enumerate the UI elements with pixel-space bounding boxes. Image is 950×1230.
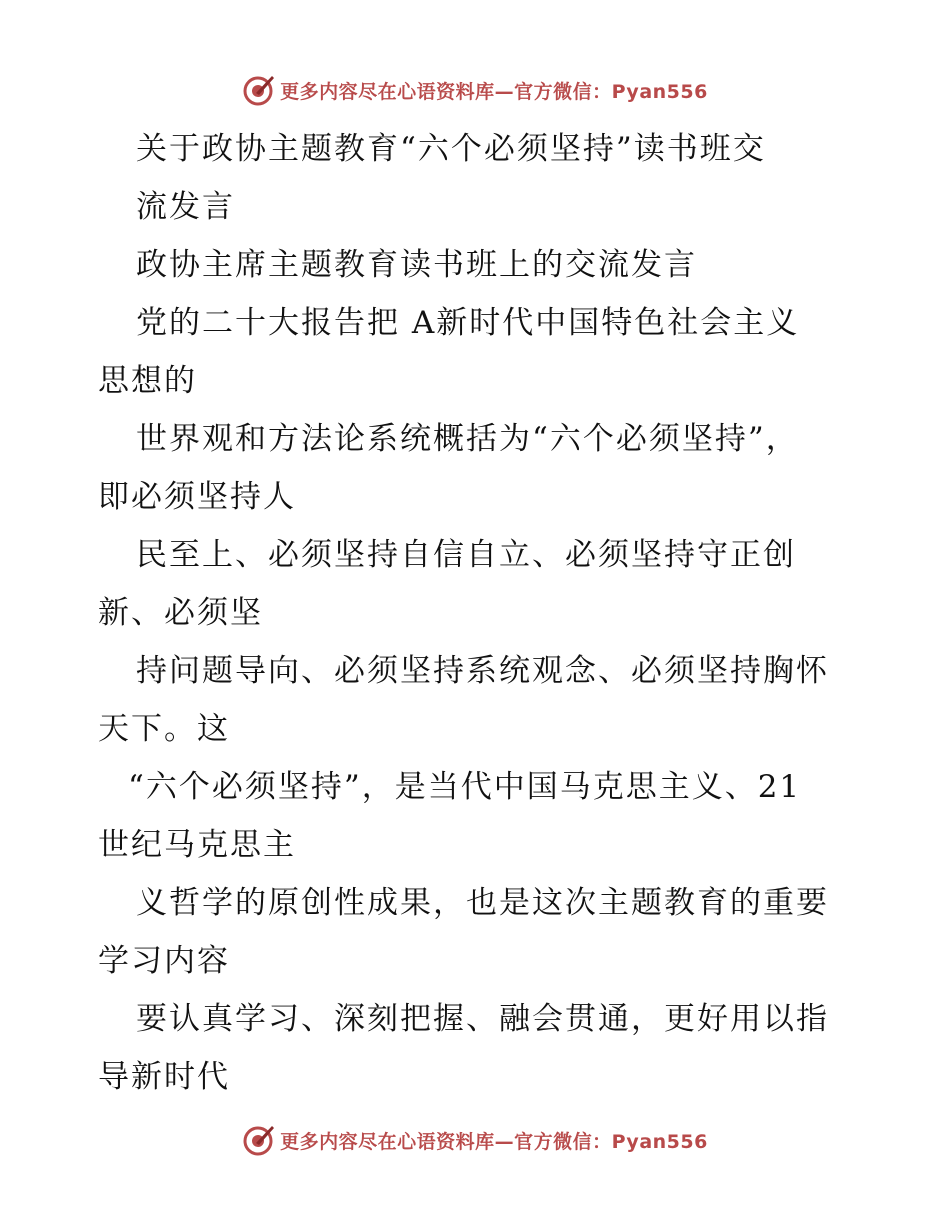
text-line: 导新时代 [98, 1059, 230, 1095]
text-line: 世纪马克思主 [98, 827, 296, 863]
text-line: 党的二十大报告把 A新时代中国特色社会主义 [136, 305, 800, 341]
footer-banner [0, 1120, 950, 1160]
text-line: 要认真学习、深刻把握、融会贯通，更好用以指 [136, 1001, 829, 1037]
document-body [98, 120, 858, 1106]
quill-pen-logo-icon [242, 1123, 276, 1157]
text-line: 天下。这 [98, 711, 230, 747]
text-line: 思想的 [98, 363, 197, 399]
text-line: “六个必须坚持”，是当代中国马克思主义、21 [128, 769, 802, 805]
text-line: 世界观和方法论系统概括为“六个必须坚持”， [136, 421, 799, 457]
text-line: 关于政协主题教育“六个必须坚持”读书班交 [136, 131, 766, 167]
text-line: 持问题导向、必须坚持系统观念、必须坚持胸怀 [136, 653, 829, 689]
text-line: 政协主席主题教育读书班上的交流发言 [136, 247, 697, 283]
footer-banner-text: 更多内容尽在心语资料库—官方微信：Pyan556 [280, 1130, 708, 1153]
text-line: 义哲学的原创性成果，也是这次主题教育的重要 [136, 885, 829, 921]
header-banner [0, 70, 950, 110]
text-line: 民至上、必须坚持自信自立、必须坚持守正创 [136, 537, 796, 573]
header-banner-text: 更多内容尽在心语资料库—官方微信：Pyan556 [280, 80, 708, 103]
text-line: 学习内容 [98, 943, 230, 979]
text-line: 即必须坚持人 [98, 479, 296, 515]
quill-pen-logo-icon [242, 73, 276, 107]
text-line: 新、必须坚 [98, 595, 263, 631]
text-line: 流发言 [136, 189, 235, 225]
